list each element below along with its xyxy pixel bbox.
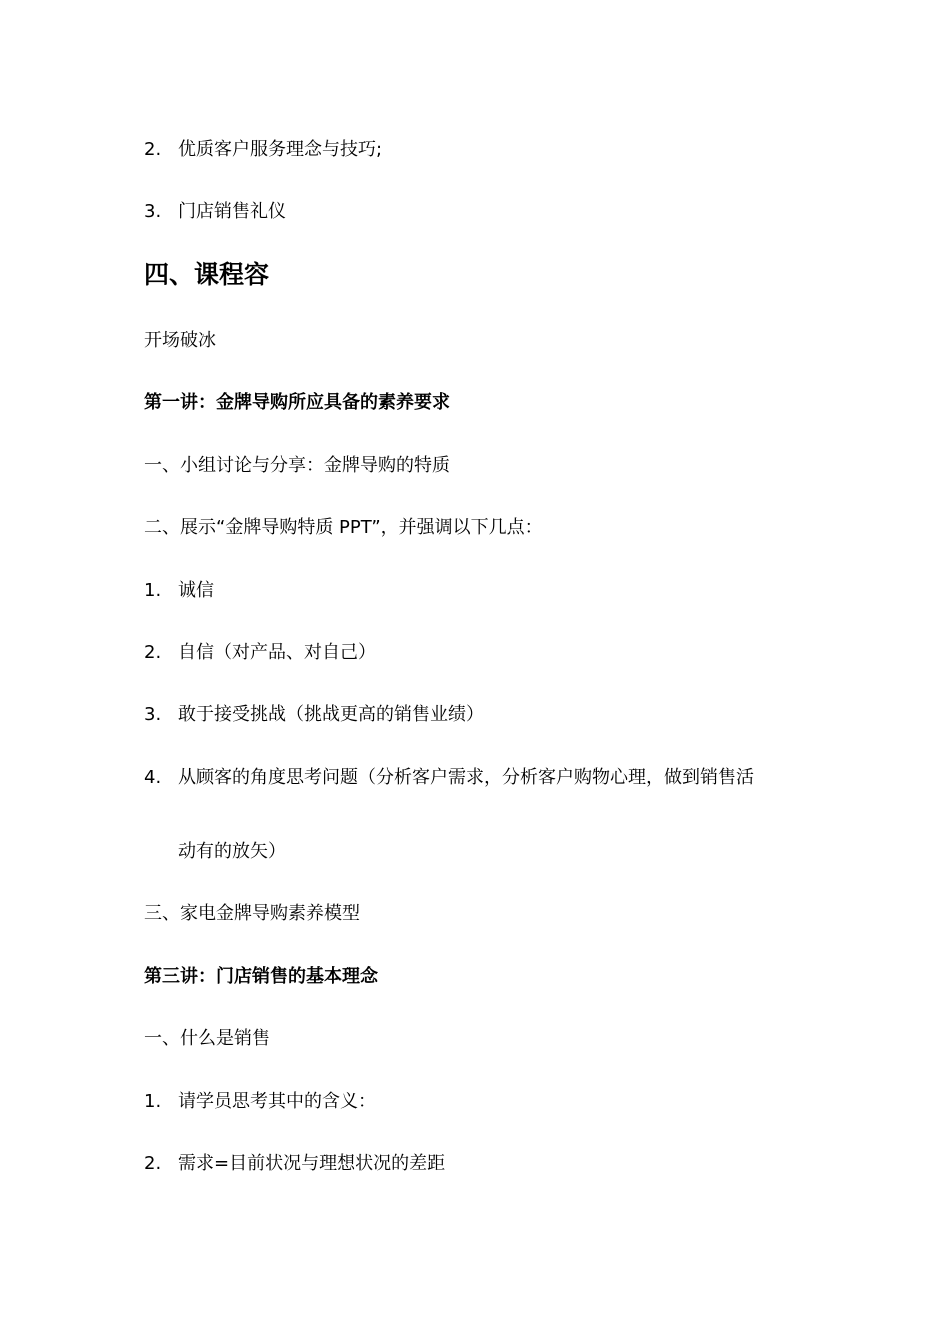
list-number: 2. <box>144 642 162 663</box>
lecture1-point3: 三、家电金牌导购素养模型 <box>144 903 360 924</box>
list-number: 4. <box>144 767 162 788</box>
list-item <box>144 1152 445 1176</box>
list-number: 1. <box>144 580 162 601</box>
list-number: 1. <box>144 1091 162 1112</box>
list-number: 2. <box>144 139 162 160</box>
opening-text: 开场破冰 <box>144 330 216 351</box>
list-item <box>144 579 214 603</box>
list-item <box>144 138 382 162</box>
list-item-continuation: 动有的放矢） <box>178 841 286 862</box>
lecture1-point2: 二、展示“金牌导购特质 PPT”，并强调以下几点： <box>144 517 543 538</box>
lecture3-point1: 一、什么是销售 <box>144 1028 270 1049</box>
list-text: 敢于接受挑战（挑战更高的销售业绩） <box>178 704 484 725</box>
list-item <box>144 766 754 790</box>
list-item <box>144 1090 376 1114</box>
list-text: 从顾客的角度思考问题（分析客户需求，分析客户购物心理，做到销售活 <box>178 767 754 788</box>
list-item <box>144 200 286 224</box>
list-item <box>144 703 484 727</box>
list-text: 优质客户服务理念与技巧; <box>178 139 383 160</box>
list-number: 3. <box>144 201 162 222</box>
lecture1-title: 第一讲：金牌导购所应具备的素养要求 <box>144 392 450 413</box>
section-heading: 四、课程容 <box>144 260 270 289</box>
list-text: 请学员思考其中的含义： <box>178 1091 376 1112</box>
list-text: 门店销售礼仪 <box>178 201 286 222</box>
lecture1-point1: 一、小组讨论与分享：金牌导购的特质 <box>144 455 450 476</box>
lecture3-title: 第三讲：门店销售的基本理念 <box>144 966 378 987</box>
list-item <box>144 641 376 665</box>
list-number: 3. <box>144 704 162 725</box>
list-text: 需求=目前状况与理想状况的差距 <box>178 1153 446 1174</box>
list-text: 诚信 <box>178 580 214 601</box>
list-text: 自信（对产品、对自己） <box>178 642 376 663</box>
list-number: 2. <box>144 1153 162 1174</box>
